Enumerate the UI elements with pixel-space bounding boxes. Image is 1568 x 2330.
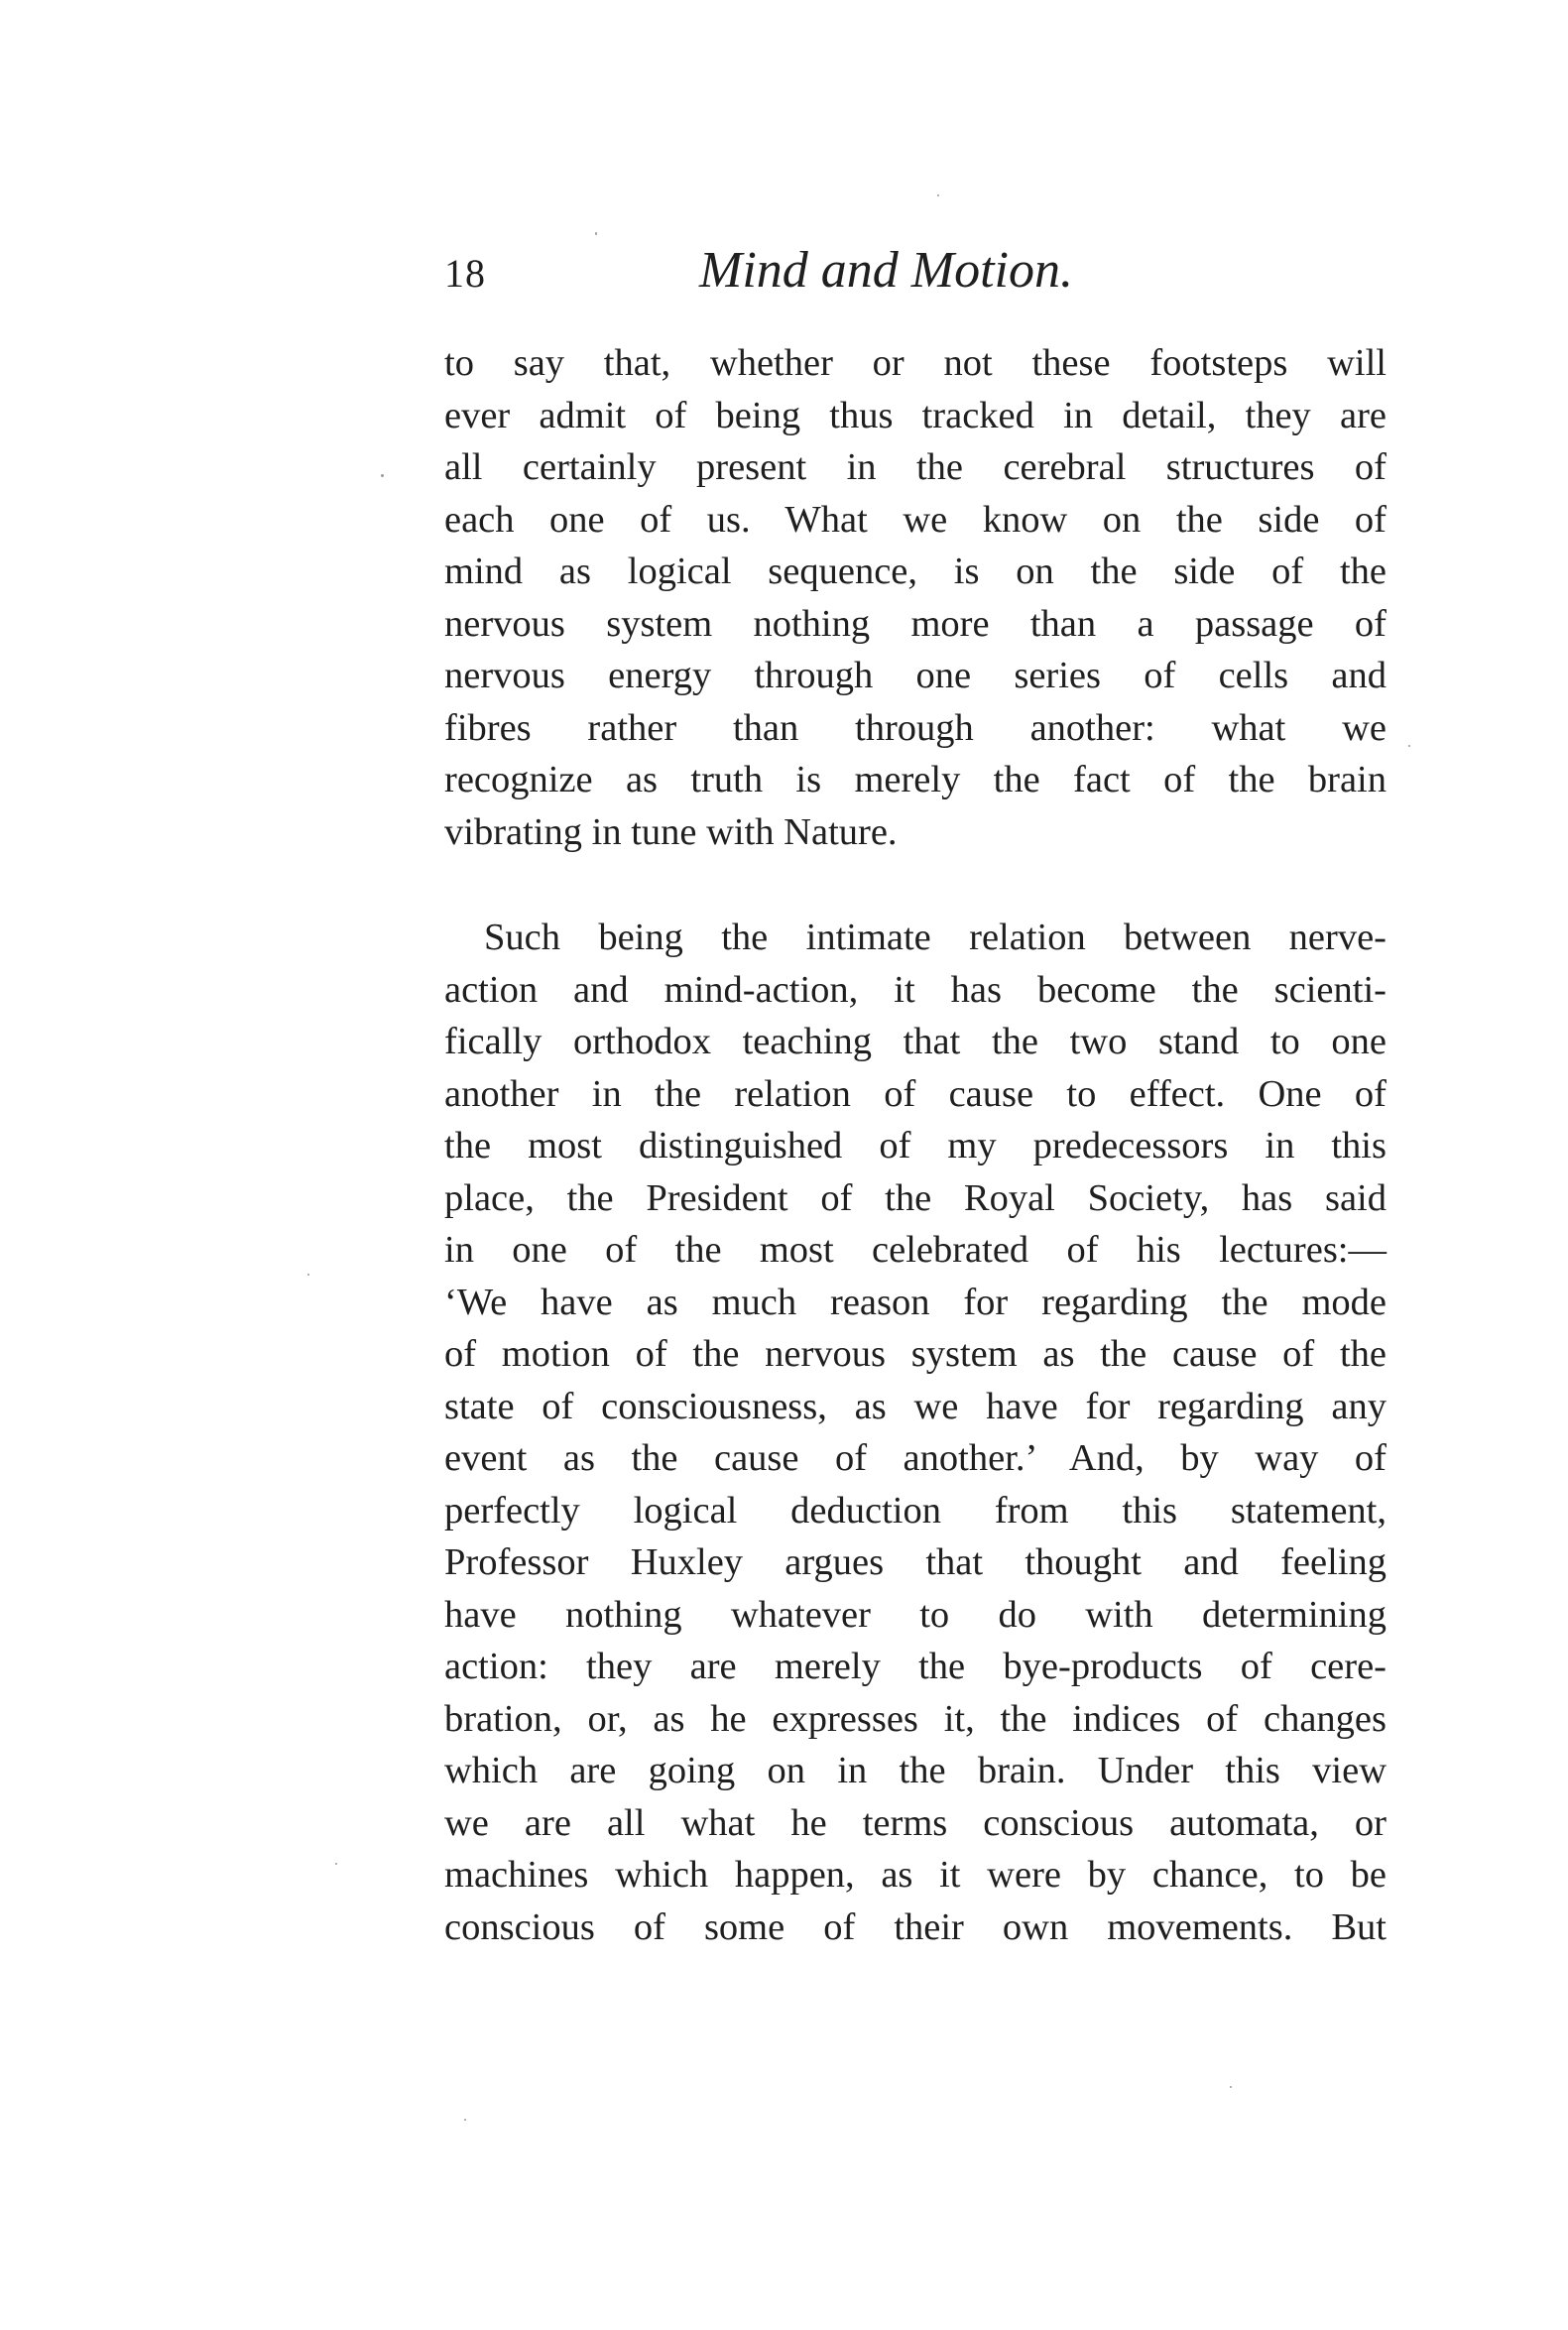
text-line: nervous energy through one series of cells and xyxy=(444,655,1387,696)
text-line: which are going on in the brain. Under this view xyxy=(444,1750,1387,1791)
text-line: event as the cause of another.’ And, by way of xyxy=(444,1437,1387,1479)
text-line: Professor Huxley argues that thought and feeling xyxy=(444,1541,1387,1583)
text-line: fibres rather than through another: what we xyxy=(444,706,1387,749)
text-line: perfectly logical deduction from this statement, xyxy=(444,1489,1387,1532)
text-line: ever admit of being thus tracked in detail, they are xyxy=(444,394,1387,436)
text-line: we are all what he terms conscious automata, or xyxy=(444,1801,1387,1844)
text-line: fically orthodox teaching that the two stand to one xyxy=(444,1021,1387,1062)
text-line: bration, or, as he expresses it, the indices of changes xyxy=(444,1697,1387,1740)
text-line: machines which happen, as it were by chance, to be xyxy=(444,1854,1387,1896)
text-line: have nothing whatever to do with determining xyxy=(444,1593,1387,1636)
page-number: 18 xyxy=(444,251,486,296)
scan-speck xyxy=(1230,2086,1232,2088)
text-line: ‘We have as much reason for regarding the mode xyxy=(444,1281,1387,1323)
text-line: in one of the most celebrated of his lectures:— xyxy=(444,1229,1387,1271)
text-line: of motion of the nervous system as the cause of the xyxy=(444,1333,1387,1375)
scan-speck xyxy=(335,1863,337,1865)
text-line: vibrating in tune with Nature. xyxy=(444,810,898,853)
running-title: Mind and Motion. xyxy=(699,242,1073,299)
text-line: action and mind-action, it has become the scienti- xyxy=(444,968,1387,1011)
text-line: state of consciousness, as we have for regarding any xyxy=(444,1385,1387,1427)
text-line: to say that, whether or not these footsteps will xyxy=(444,342,1387,384)
text-line: another in the relation of cause to effect. One of xyxy=(444,1072,1387,1115)
text-line: Such being the intimate relation between nerve- xyxy=(484,917,1387,958)
scan-speck xyxy=(937,194,939,196)
scan-speck xyxy=(1408,745,1410,747)
text-line: the most distinguished of my predecessors in this xyxy=(444,1125,1387,1166)
scan-speck xyxy=(595,232,597,235)
scan-speck xyxy=(381,474,384,477)
paragraph-gap xyxy=(444,858,1387,912)
running-head xyxy=(444,230,1387,309)
paragraph-2 xyxy=(444,912,1387,1953)
text-line: action: they are merely the bye-products of cere- xyxy=(444,1646,1387,1687)
scan-speck xyxy=(307,1274,309,1276)
text-line: each one of us. What we know on the side of xyxy=(444,498,1387,541)
paragraph-1 xyxy=(444,337,1387,858)
text-line: recognize as truth is merely the fact of the brain xyxy=(444,759,1387,800)
text-line: mind as logical sequence, is on the side of the xyxy=(444,551,1387,592)
text-line: all certainly present in the cerebral structures of xyxy=(444,446,1387,488)
text-line: place, the President of the Royal Society, has said xyxy=(444,1176,1387,1219)
text-line: conscious of some of their own movements. But xyxy=(444,1905,1387,1948)
body-text xyxy=(444,337,1387,1953)
text-line: nervous system nothing more than a passage of xyxy=(444,602,1387,645)
scan-speck xyxy=(464,2119,466,2121)
